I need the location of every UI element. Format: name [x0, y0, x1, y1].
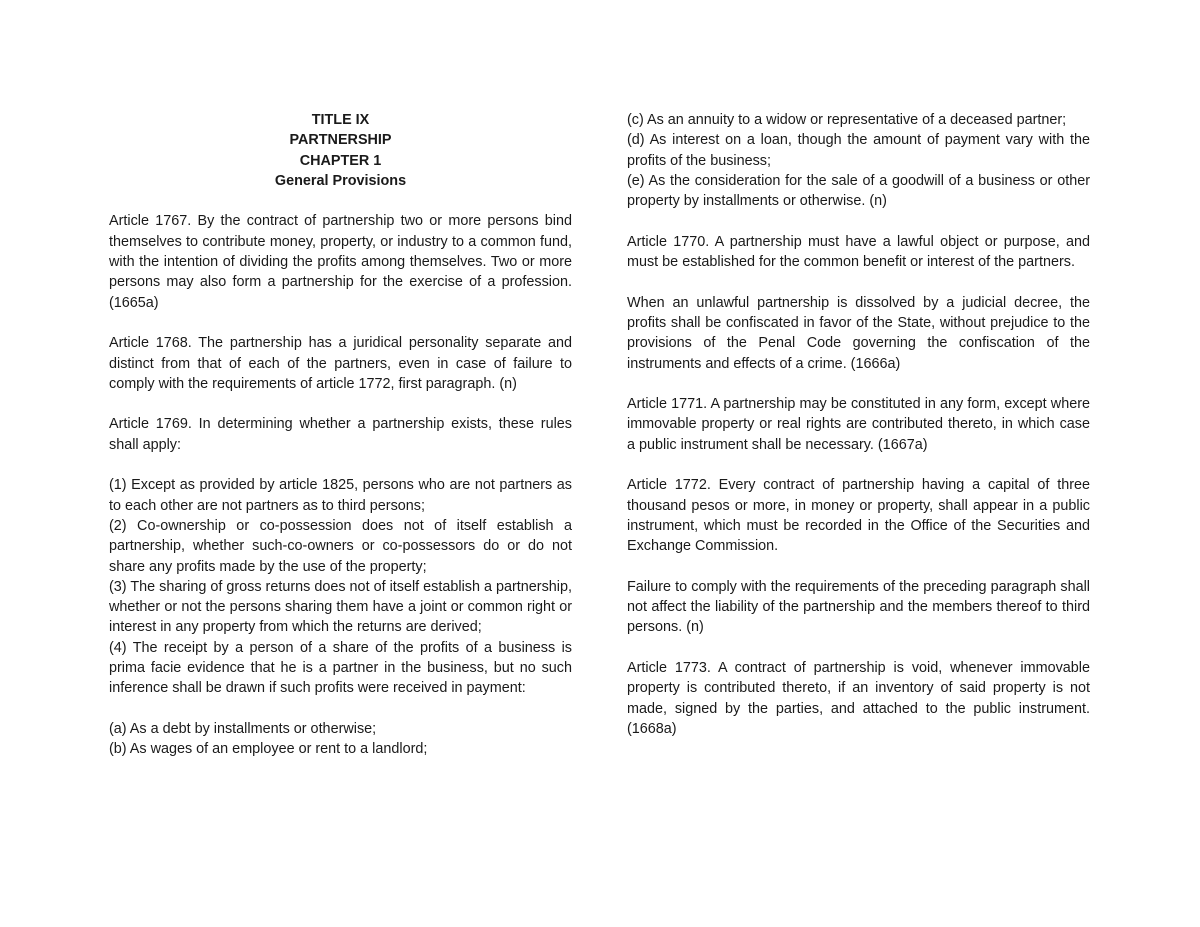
article-1772-paragraph-2: Failure to comply with the requirements of the preceding paragraph shall not affect the liability of the partnership and the members thereof to third persons. (n) — [627, 578, 1090, 636]
item-a: (a) As a debt by installments or otherwise; — [109, 720, 377, 737]
article-1770-paragraph-2: When an unlawful partnership is dissolved by a judicial decree, the profits shall be confiscated in favor of the State, without prejudice to the provisions of the Penal Code governing the confiscation of the instruments and effects of a crime. (1666a) — [627, 294, 1090, 372]
partnership-heading: PARTNERSHIP — [289, 132, 392, 149]
article-1769: Article 1769. In determining whether a partnership exists, these rules shall apply: — [109, 416, 572, 453]
article-1772: Article 1772. Every contract of partnership having a capital of three thousand pesos or more, in money or property, shall appear in a public instrument, which must be recorded in the Office of the Securities and Exchange Commission. — [627, 477, 1090, 555]
rule-3: (3) The sharing of gross returns does not of itself establish a partnership, whether or not the persons sharing them have a joint or common right or interest in any property from which the returns are derived; — [109, 578, 572, 636]
article-1768: Article 1768. The partnership has a juridical personality separate and distinct from that of each of the partners, even in case of failure to comply with the requirements of article 1772, first paragraph. (n) — [109, 335, 572, 392]
article-1767: Article 1767. By the contract of partnership two or more persons bind themselves to contribute money, property, or industry to a common fund, with the intention of dividing the profits among themselves. Two or more persons may also form a partnership for the exercise of a profession. (1665a) — [109, 213, 572, 311]
left-column — [109, 110, 572, 760]
article-1773: Article 1773. A contract of partnership is void, whenever immovable property is contributed thereto, if an inventory of said property is not made, signed by the parties, and attached to the public instrument. (1668a) — [627, 660, 1090, 737]
chapter-heading: CHAPTER 1 — [299, 152, 382, 169]
item-c: (c) As an annuity to a widow or representative of a deceased partner; — [627, 112, 1067, 128]
rule-1: (1) Except as provided by article 1825, persons who are not partners as to each other are not partners as to third persons; — [109, 477, 572, 514]
article-1771: Article 1771. A partnership may be constituted in any form, except where immovable property or real rights are contributed thereto, in which case a public instrument shall be necessary. (1667a) — [627, 396, 1090, 453]
rule-4: (4) The receipt by a person of a share of the profits of a business is prima facie evidence that he is a partner in the business, but no such inference shall be drawn if such profits were received in payment: — [109, 639, 572, 697]
right-column — [627, 110, 1090, 739]
article-1770: Article 1770. A partnership must have a lawful object or purpose, and must be established for the common benefit or interest of the partners. — [627, 233, 1090, 271]
item-e: (e) As the consideration for the sale of a goodwill of a business or other property by installments or otherwise. (n) — [627, 172, 1090, 210]
title-heading: TITLE IX — [311, 112, 370, 128]
rule-2: (2) Co-ownership or co-possession does not of itself establish a partnership, whether such-co-owners or co-possessors do or do not share any profits made by the use of the property; — [109, 517, 572, 575]
item-b: (b) As wages of an employee or rent to a landlord; — [109, 741, 428, 758]
item-d: (d) As interest on a loan, though the amount of payment vary with the profits of the business; — [627, 132, 1090, 169]
section-heading: General Provisions — [274, 172, 407, 189]
